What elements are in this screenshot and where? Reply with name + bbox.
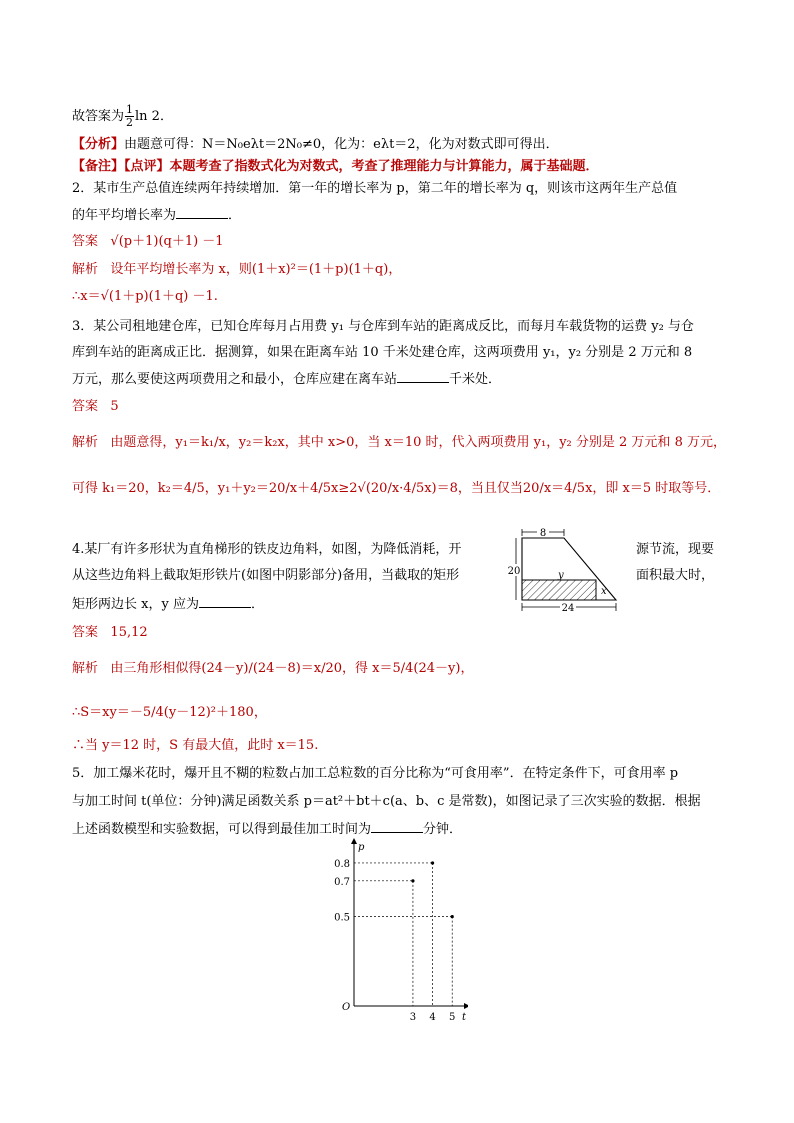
q3-analysis-2: 可得 k₁＝20，k₂＝4/5，y₁＋y₂＝20/x＋4/5x≥2√(20/x·4/5x)＝8，当且仅当20/x＝4/5x，即 x＝5 时取等号． — [72, 481, 721, 496]
q3-stem: 万元，那么要使这两项费用之和最小，仓库应建在离车站 — [72, 372, 398, 387]
answer-prefix: 故答案为 — [72, 109, 125, 124]
x-tick-label: 3 — [409, 1012, 417, 1022]
origin-label: O — [342, 1002, 351, 1013]
q5-line-1: 5．加工爆米花时，爆开且不糊的粒数占加工总粒数的百分比称为“可食用率”．在特定条件下，可食用率 p — [72, 766, 679, 781]
note-line — [72, 158, 599, 176]
data-point — [451, 915, 454, 918]
q3-stem-end: 千米处． — [449, 372, 502, 387]
q4-blank — [199, 595, 251, 608]
q2-stem-end: ． — [228, 208, 242, 223]
popcorn-chart — [328, 838, 468, 1022]
q4-stem-end: ． — [250, 597, 264, 612]
q3-analysis-1 — [72, 434, 726, 452]
frac-num: 1 — [126, 103, 134, 116]
label-left: 20 — [507, 566, 521, 577]
q3-answer — [72, 398, 119, 416]
frac-den: 2 — [126, 116, 134, 129]
label-bottom: 24 — [561, 603, 575, 614]
q2-answer — [72, 233, 224, 251]
answer-value: √(p＋1)(q＋1) －1 — [110, 234, 224, 249]
label-x: x — [601, 586, 607, 597]
q2-stem: 的年平均增长率为 — [72, 208, 177, 223]
trapezoid-figure — [500, 528, 626, 614]
analysis-text: 由三角形相似得(24－y)/(24－8)＝x/20，得 x＝5/4(24－y)， — [110, 661, 474, 676]
q2-analysis-1 — [72, 261, 401, 279]
analysis-text: 由题意得，y₁＝k₁/x，y₂＝k₂x，其中 x>0，当 x＝10 时，代入两项费用 y₁，y₂ 分别是 2 万元和 8 万元， — [110, 435, 726, 450]
y-tick-label: 0.5 — [334, 912, 350, 924]
q4-line-3 — [72, 595, 264, 614]
analysis-text: 设年平均增长率为 x，则(1＋x)²＝(1＋p)(1＋q)， — [110, 262, 402, 277]
answer-tail: ln 2． — [135, 109, 173, 124]
q5-stem: 上述函数模型和实验数据，可以得到最佳加工时间为 — [72, 822, 372, 837]
y-axis-label: p — [358, 842, 365, 853]
q4-line-1: 4.某厂有许多形状为直角梯形的铁皮边角料，如图，为降低消耗，开 — [72, 542, 462, 557]
q4-line-2: 从这些边角料上截取矩形铁片(如图中阴影部分)备用，当截取的矩形 — [72, 568, 460, 583]
q4-answer — [72, 624, 148, 642]
answer-fraction — [125, 104, 134, 129]
analysis-label: 解析 — [72, 262, 99, 277]
q5-stem-end: 分钟． — [423, 822, 463, 837]
q2-line-2 — [72, 206, 241, 225]
q4-analysis-2: ∴S＝xy＝－5/4(y－12)²＋180， — [72, 705, 267, 720]
q3-line-1: 3．某公司租地建仓库，已知仓库每月占用费 y₁ 与仓库到车站的距离成反比，而每月车载货物的运费 y₂ 与仓 — [72, 319, 694, 334]
q5-blank — [371, 820, 423, 833]
note-tag: 【备注】【点评】 — [72, 159, 170, 174]
q4-stem: 矩形两边长 x，y 应为 — [72, 597, 199, 612]
q4-analysis-3: ∴当 y＝12 时，S 有最大值，此时 x＝15. — [72, 738, 319, 753]
answer-label: 答案 — [72, 399, 99, 414]
q4-line-2-right: 面积最大时， — [636, 568, 715, 583]
label-y: y — [558, 570, 564, 581]
x-tick-label: 5 — [449, 1012, 456, 1022]
q3-line-3 — [72, 370, 501, 389]
q3-blank — [397, 370, 449, 383]
q4-line-1-right: 源节流，现要 — [636, 542, 715, 557]
analysis-label: 解析 — [72, 435, 99, 450]
answer-line — [72, 104, 173, 129]
y-tick-label: 0.8 — [334, 858, 350, 870]
label-top: 8 — [539, 528, 547, 539]
q2-line-1: 2．某市生产总值连续两年持续增加．第一年的增长率为 p，第二年的增长率为 q，则该市这两年生产总值 — [72, 181, 678, 196]
x-axis-arrow — [464, 1003, 468, 1009]
analysis-line — [72, 136, 559, 154]
answer-label: 答案 — [72, 234, 99, 249]
analysis-text: 由题意可得：N＝N₀eλt＝2N₀≠0，化为：eλt＝2，化为对数式即可得出． — [124, 137, 559, 152]
q2-blank — [176, 206, 228, 219]
shaded-rectangle — [522, 580, 596, 600]
data-point — [431, 861, 434, 864]
y-tick-label: 0.7 — [334, 876, 350, 888]
x-tick-label: 4 — [429, 1012, 436, 1022]
analysis-label: 解析 — [72, 661, 99, 676]
analysis-tag: 【分析】 — [72, 137, 125, 152]
answer-value: 15,12 — [110, 625, 148, 640]
q5-line-2: 与加工时间 t(单位：分钟)满足函数关系 p＝at²＋bt＋c(a、b、c 是常数)，如图记录了三次实验的数据．根据 — [72, 794, 701, 809]
x-axis-label: t — [462, 1012, 467, 1022]
q4-analysis-1 — [72, 660, 473, 678]
q3-line-2: 库到车站的距离成正比．据测算，如果在距离车站 10 千米处建仓库，这两项费用 y₁，y₂ 分别是 2 万元和 8 — [72, 345, 693, 360]
answer-value: 5 — [110, 399, 119, 414]
q2-analysis-2: ∴x＝√(1＋p)(1＋q) －1. — [72, 289, 218, 304]
note-text: 本题考查了指数式化为对数式，考查了推理能力与计算能力，属于基础题． — [169, 159, 599, 174]
q5-line-3 — [72, 820, 462, 839]
answer-label: 答案 — [72, 625, 99, 640]
y-axis-arrow — [351, 838, 357, 844]
data-point — [411, 879, 414, 882]
